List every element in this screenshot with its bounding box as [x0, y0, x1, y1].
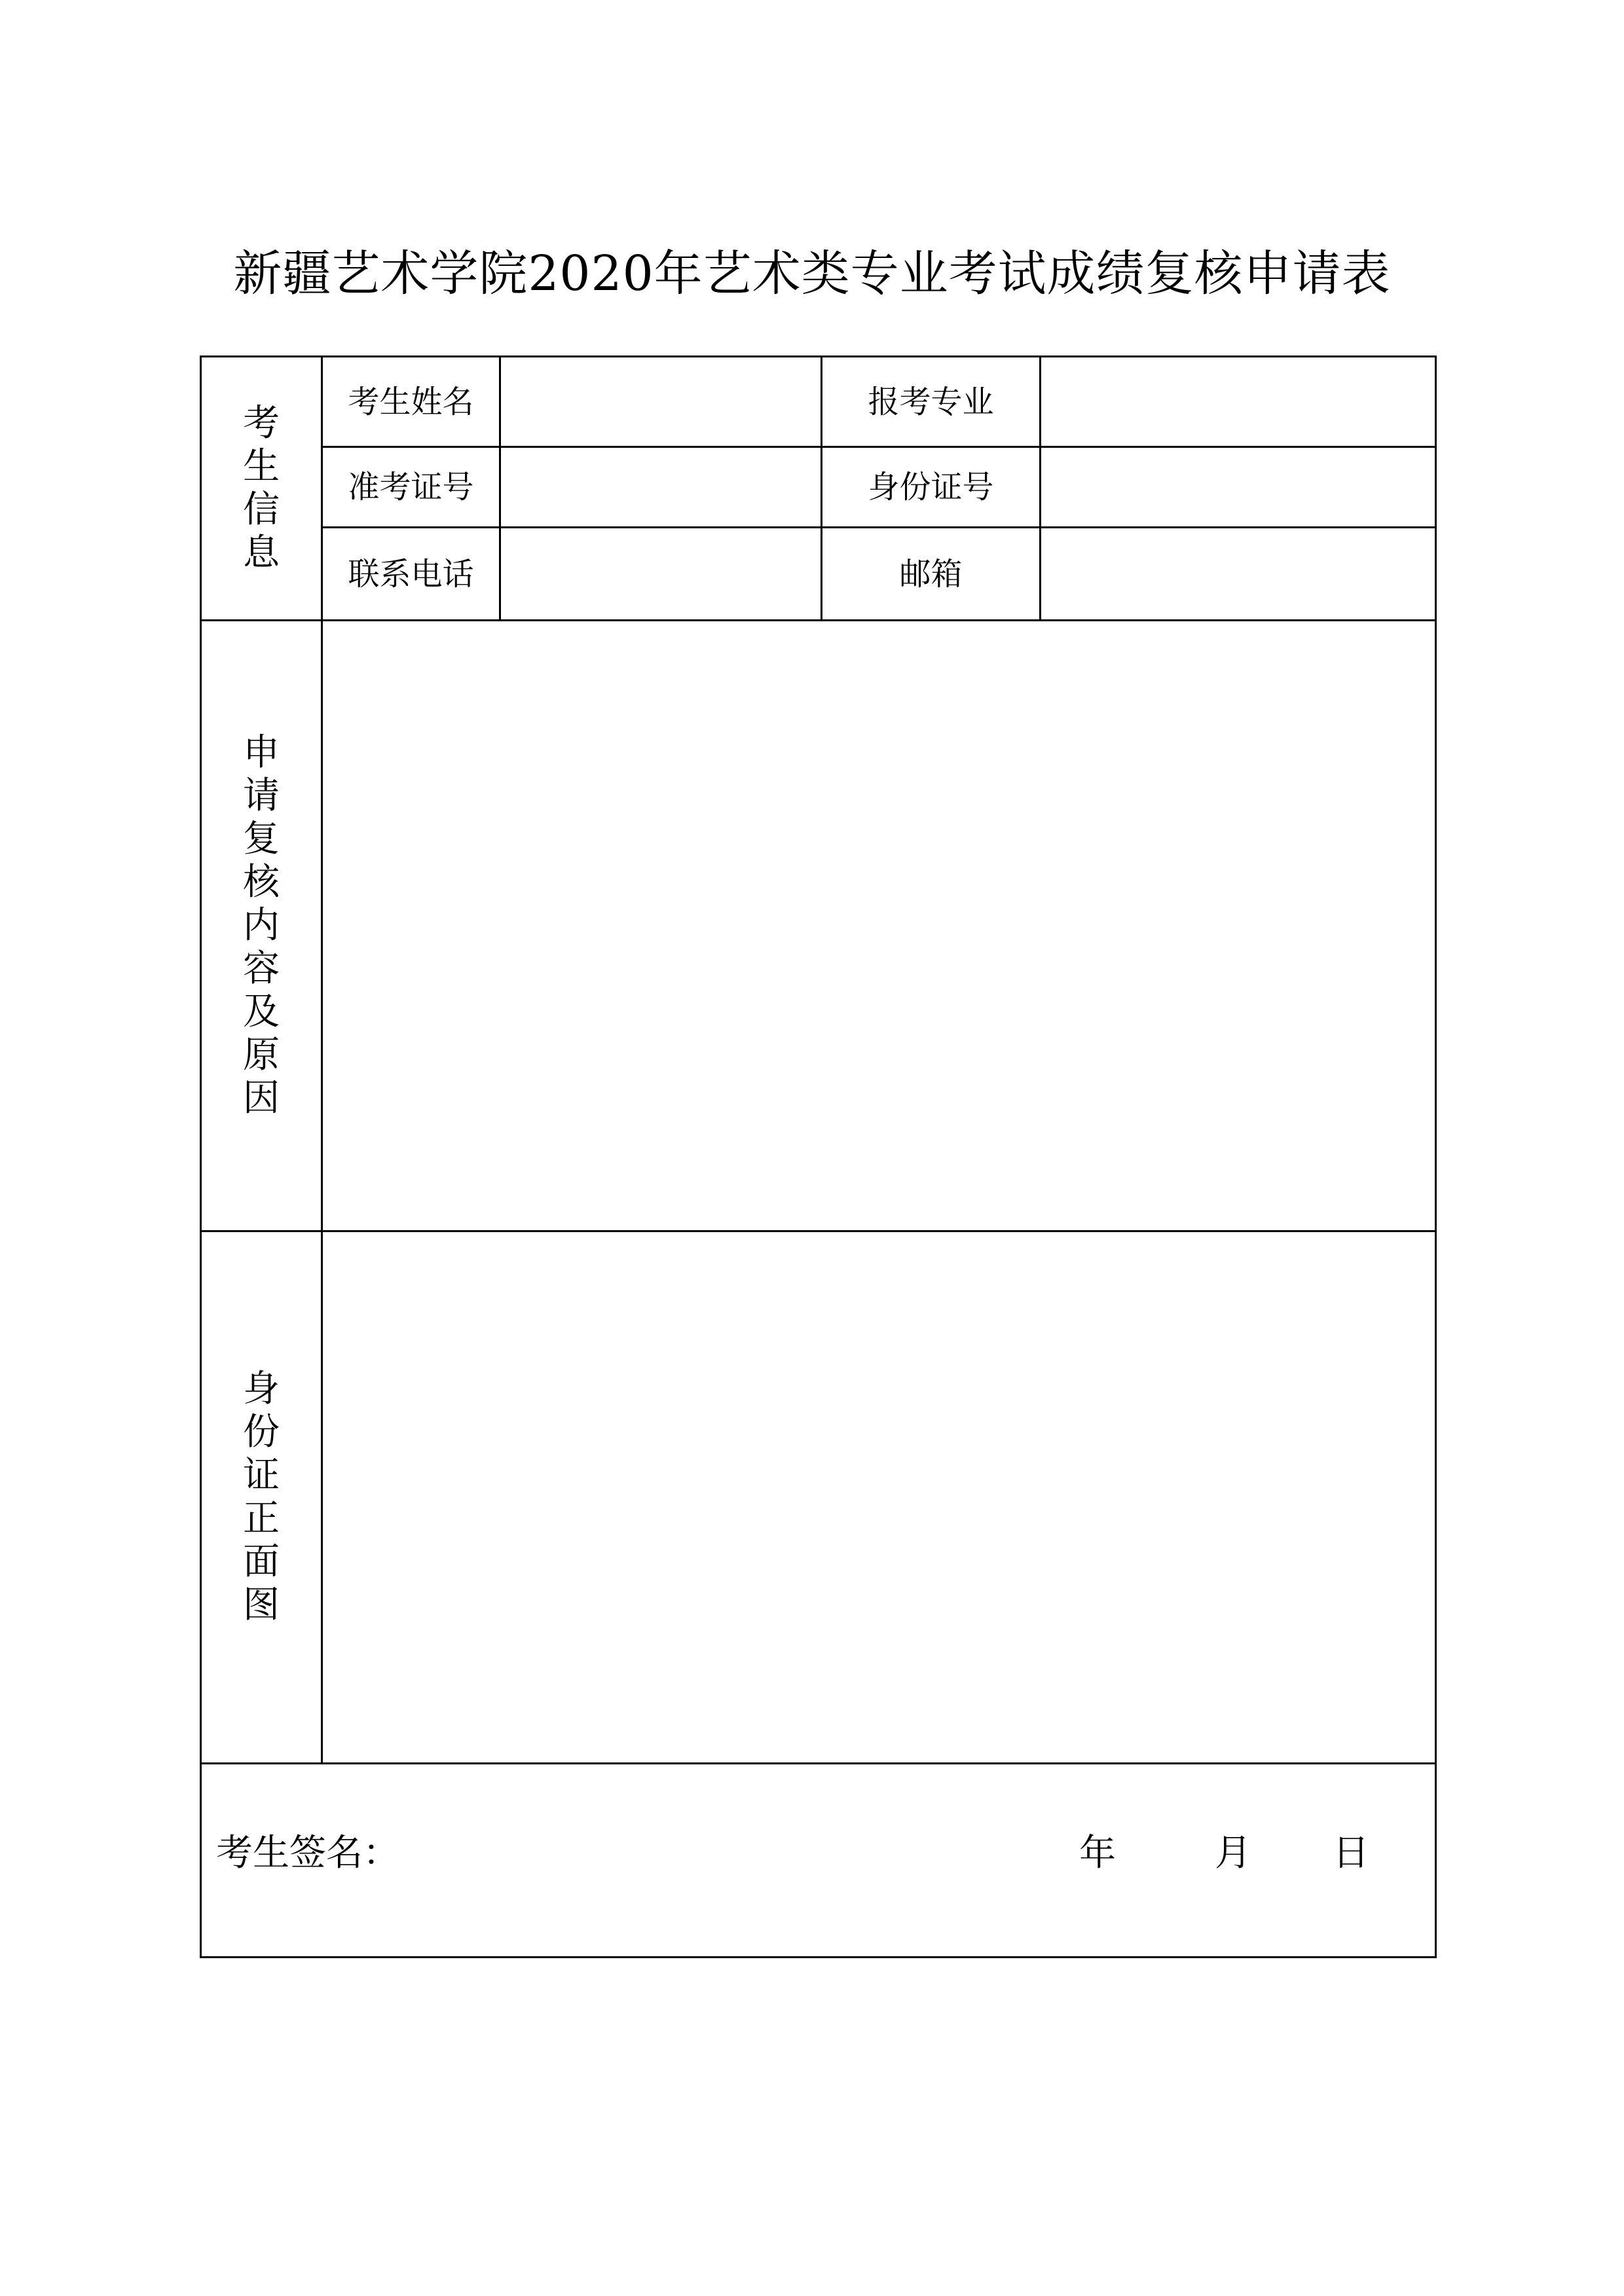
section-divider-id — [200, 1762, 1437, 1764]
name-field[interactable] — [501, 357, 821, 446]
reason-textarea[interactable] — [323, 621, 1435, 1230]
section-reason: 申请复核内容及原因 — [243, 731, 280, 1120]
form-title: 新疆艺术学院2020年艺术类专业考试成绩复核申请表 — [233, 246, 1391, 302]
label-admission-no: 准考证号 — [348, 469, 474, 505]
admission-no-field[interactable] — [501, 448, 821, 526]
section-id-photo: 身份证正面图 — [243, 1368, 280, 1626]
phone-field[interactable] — [501, 528, 821, 619]
label-major: 报考专业 — [868, 383, 994, 420]
signature-label: 考生签名： — [216, 1832, 399, 1874]
label-id-no: 身份证号 — [868, 469, 994, 505]
id-photo-upload-area[interactable] — [323, 1232, 1435, 1762]
major-field[interactable] — [1041, 357, 1435, 446]
date-month-label: 月 — [1215, 1832, 1251, 1874]
email-field[interactable] — [1041, 528, 1435, 619]
table-border-right — [1435, 355, 1437, 1958]
date-year-label: 年 — [1079, 1832, 1116, 1874]
section-student-info: 考生信息 — [243, 402, 280, 574]
label-email: 邮箱 — [899, 555, 963, 592]
id-no-field[interactable] — [1041, 448, 1435, 526]
label-name: 考生姓名 — [348, 383, 474, 420]
date-day-label: 日 — [1333, 1832, 1369, 1874]
table-border-bottom — [200, 1956, 1437, 1958]
signature-field[interactable] — [406, 1813, 1028, 1892]
label-phone: 联系电话 — [348, 555, 474, 592]
